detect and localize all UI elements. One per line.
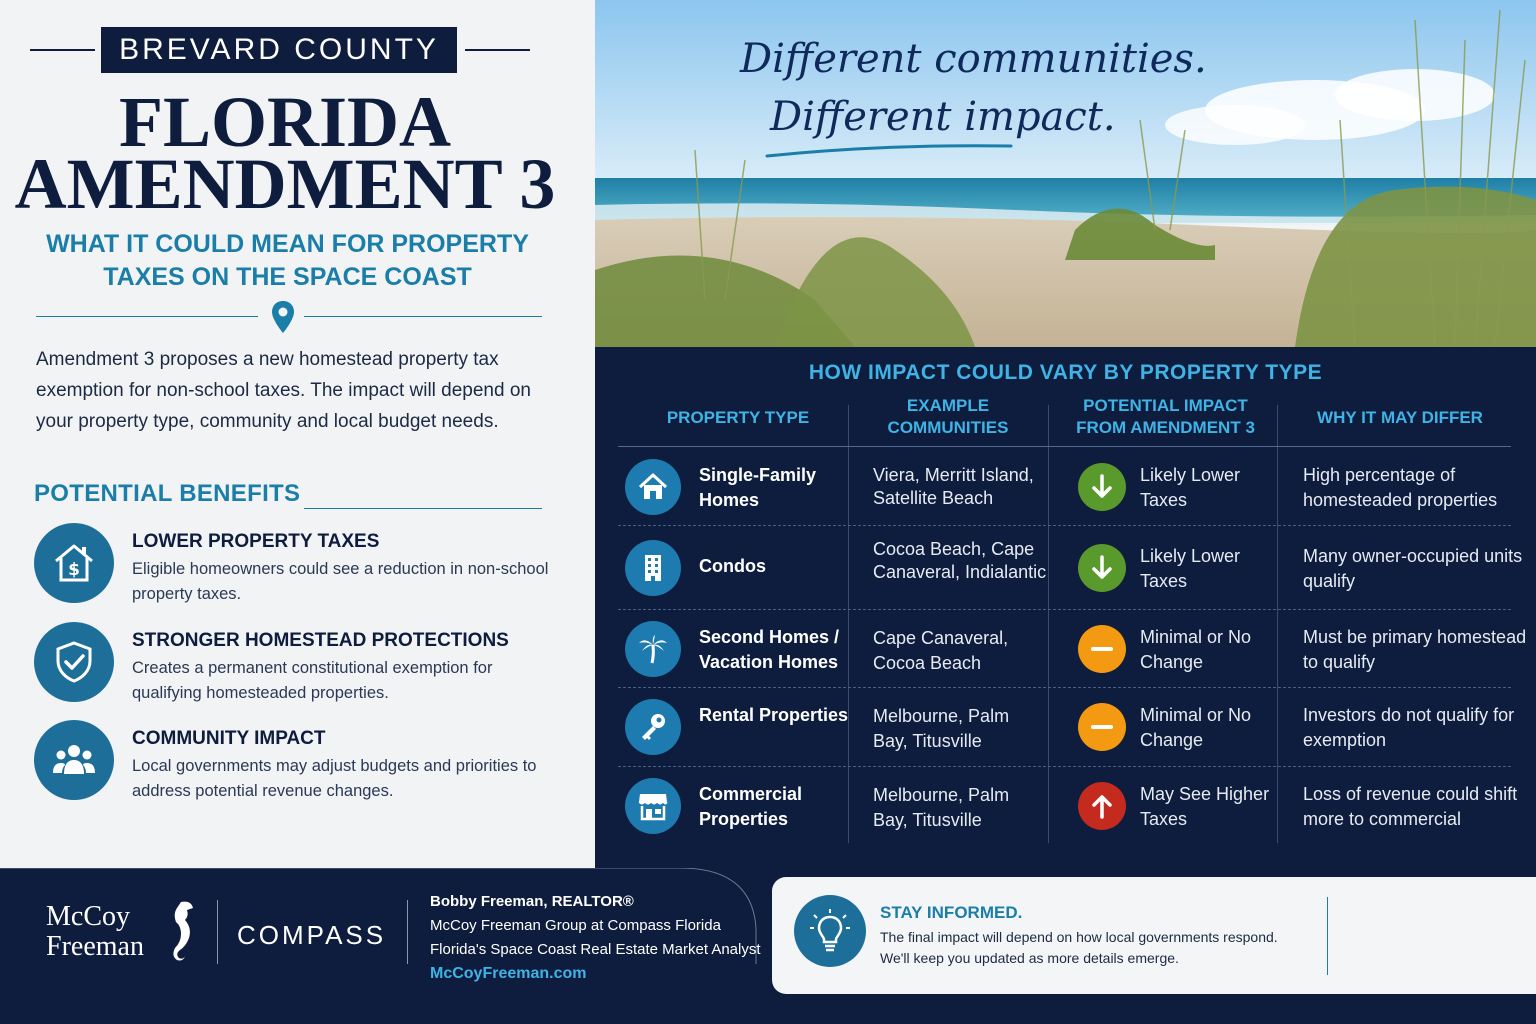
footer-divider [217,900,218,964]
minus-icon [1078,703,1126,751]
stay-informed-title: STAY INFORMED. [880,903,1023,922]
tagline-line1: Different communities. [740,36,1207,82]
people-icon [34,720,114,800]
logo-line2: Freeman [46,931,144,962]
row-divider [618,609,1511,610]
example-communities: Cocoa Beach, Cape Canaveral, Indialantic [873,539,1047,582]
svg-text:$: $ [68,560,80,580]
why-differ: Loss of revenue could shift more to commercial [1303,784,1518,829]
column-header: POTENTIAL IMPACT FROM AMENDMENT 3 [1076,396,1255,437]
impact-table [595,347,1536,868]
benefit-title: STRONGER HOMESTEAD PROTECTIONS [132,630,509,651]
card-divider [1327,897,1328,975]
tagline-line2: Different impact. [770,94,1116,140]
website-link[interactable]: McCoyFreeman.com [430,965,587,982]
arrow-down-icon [1078,544,1126,592]
property-type: Commercial Properties [699,784,803,829]
county-label: BREVARD COUNTY [101,27,457,73]
column-divider [1048,405,1049,843]
column-header: PROPERTY TYPE [666,408,810,427]
shield-check-icon [34,622,114,702]
column-header: WHY IT MAY DIFFER [1317,408,1483,427]
footer [0,868,1536,1024]
divider [30,49,95,51]
benefit-item [34,622,574,704]
beach-photo [595,0,1536,347]
left-panel [0,0,595,868]
divider [304,508,542,509]
agent-name: Bobby Freeman, REALTOR® [430,893,634,910]
header-divider [618,446,1511,447]
lightbulb-icon [794,895,866,967]
arrow-down-icon [1078,463,1126,511]
benefit-desc: Eligible homeowners could see a reduction in non-school property taxes. [132,560,549,603]
compass-logo: COMPASS [237,920,387,950]
agent-info [430,890,761,986]
impact-label: Likely Lower Taxes [1140,546,1241,591]
property-type: Rental Properties [699,705,849,725]
storefront-icon [625,778,681,834]
county-banner [30,27,530,73]
subtitle-line2: TAXES ON THE SPACE COAST [103,263,472,291]
seahorse-icon [167,898,197,964]
why-differ: Many owner-occupied units qualify [1303,546,1523,591]
stay-informed-text [880,927,1320,969]
impact-label: Likely Lower Taxes [1140,465,1241,510]
footer-divider [407,900,408,964]
location-pin-icon [270,300,296,334]
row-divider [618,687,1511,688]
photo-tagline [740,30,1207,146]
mccoy-freeman-logo [46,902,144,962]
property-type: Second Homes / Vacation Homes [699,627,840,672]
logo-line1: McCoy [46,901,130,932]
page-subtitle [20,228,555,294]
underline-swoosh [765,140,1015,160]
why-differ: High percentage of homesteaded properties [1303,465,1498,510]
arrow-up-icon [1078,782,1126,830]
benefit-title: LOWER PROPERTY TAXES [132,531,380,552]
agent-group: McCoy Freeman Group at Compass Florida [430,917,721,934]
column-header: EXAMPLE COMMUNITIES [887,396,1009,437]
divider [36,316,258,317]
benefit-title: COMMUNITY IMPACT [132,728,326,749]
key-icon [625,699,681,755]
property-type: Single-Family Homes [699,465,817,510]
benefit-item [34,523,574,605]
row-divider [618,766,1511,767]
subtitle-line1: WHAT IT COULD MEAN FOR PROPERTY [46,230,529,258]
table-title: HOW IMPACT COULD VARY BY PROPERTY TYPE [808,361,1323,384]
house-dollar-icon [34,523,114,603]
benefit-desc: Creates a permanent constitutional exemption for qualifying homesteaded properties. [132,659,493,702]
example-communities: Viera, Merritt Island, Satellite Beach [873,465,1034,508]
example-communities: Melbourne, Palm Bay, Titusville [873,785,1010,830]
example-communities: Cape Canaveral, Cocoa Beach [873,628,1009,673]
impact-label: May See Higher Taxes [1140,784,1270,829]
divider [465,49,530,51]
stay-line2: We'll keep you updated as more details emerge. [880,950,1179,966]
example-communities: Melbourne, Palm Bay, Titusville [873,706,1010,751]
benefits-heading: POTENTIAL BENEFITS [34,480,301,507]
house-icon [625,459,681,515]
palm-tree-icon [625,621,681,677]
impact-label: Minimal or No Change [1140,627,1252,672]
row-divider [618,525,1511,526]
building-icon [625,540,681,596]
why-differ: Investors do not qualify for exemption [1303,705,1515,750]
stay-informed-card [772,877,1536,994]
impact-label: Minimal or No Change [1140,705,1252,750]
benefit-desc: Local governments may adjust budgets and priorities to address potential revenue changes. [132,757,537,800]
stay-line1: The final impact will depend on how local governments respond. [880,929,1278,945]
agent-role: Florida's Space Coast Real Estate Market Analyst [430,941,761,958]
divider [304,316,542,317]
property-type: Condos [699,556,766,576]
minus-icon [1078,625,1126,673]
page-title-line2: AMENDMENT 3 [14,144,556,224]
why-differ: Must be primary homestead to qualify [1303,627,1527,672]
intro-text: Amendment 3 proposes a new homestead property tax exemption for non-school taxes. The impact will depend on your property type, community and local budget needs. [36,349,531,432]
page-title-line1: FLORIDA [118,82,451,162]
benefit-item [34,720,574,802]
